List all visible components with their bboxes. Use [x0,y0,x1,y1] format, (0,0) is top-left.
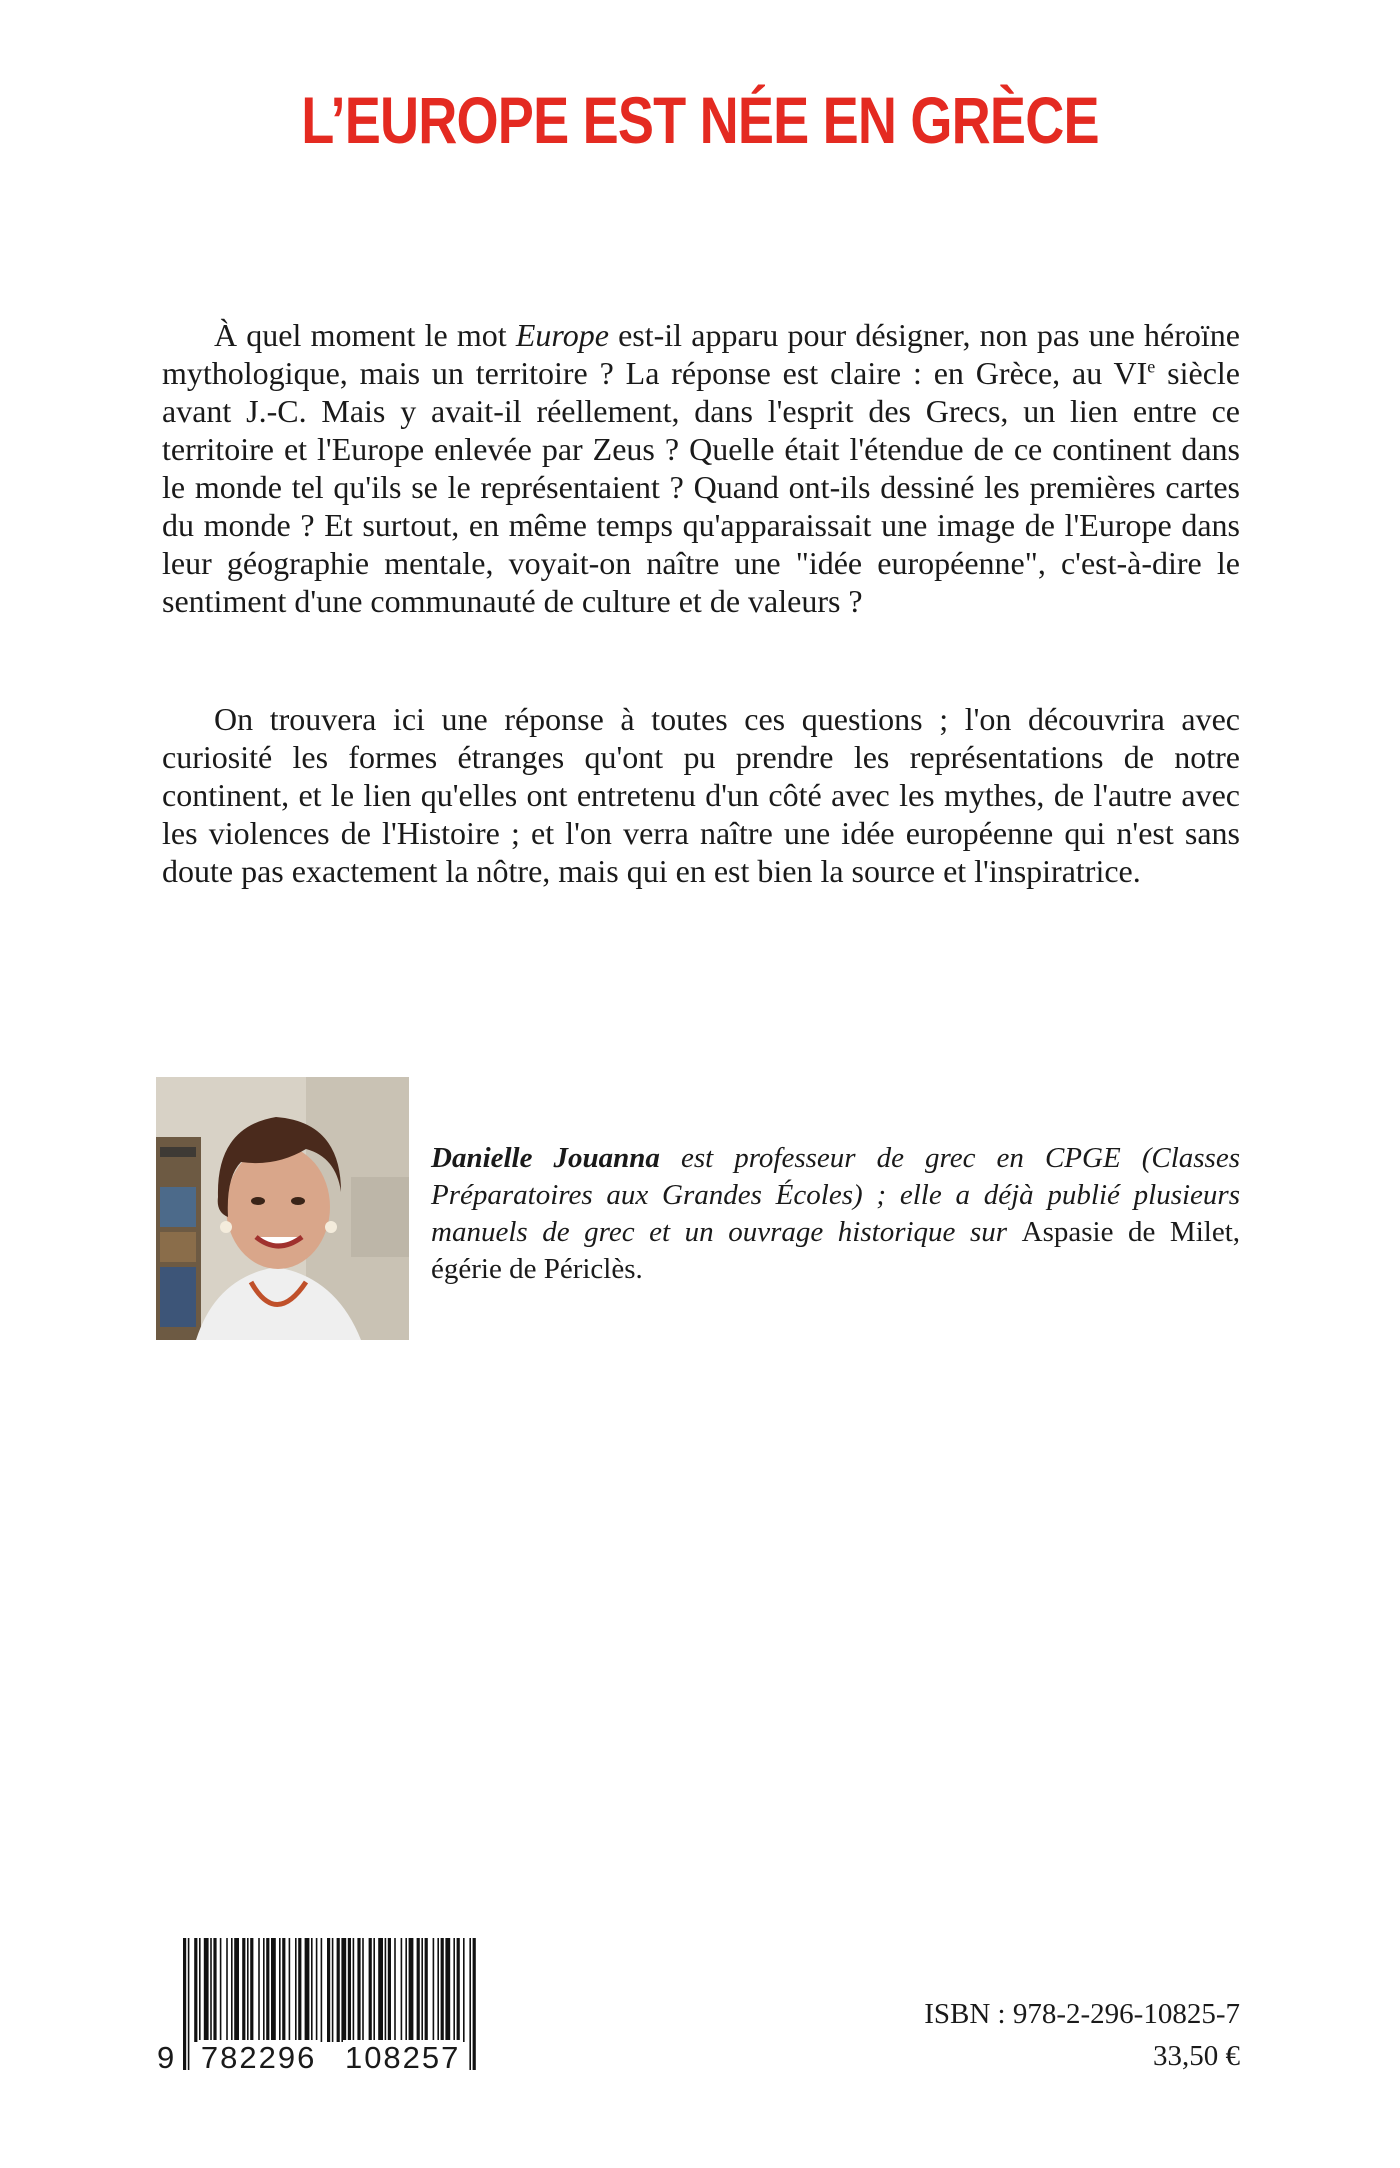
barcode-bar [332,1938,334,2042]
barcode-bar [234,1938,239,2042]
barcode-bar [362,1938,364,2042]
barcode-bar [250,1938,253,2042]
barcode-bar [298,1938,301,2042]
barcode-bar [305,1938,310,2042]
author-photo [156,1077,409,1340]
barcode-bar [289,1938,291,2042]
book-title: L’EUROPE EST NÉE EN GRÈCE [301,83,1099,157]
author-book-title: Aspasie de Milet, égérie de Périclès. [431,1216,1241,1285]
barcode-bar [263,1938,265,2042]
isbn-number: ISBN : 978-2-296-10825-7 [924,1998,1240,2030]
barcode-bar [242,1938,245,2042]
barcode-bar [378,1938,383,2042]
summary-p1-part2: est-il apparu pour désigner, non pas une héroïne mythologique, mais un territoire ? La réponse est claire : en Grèce, au VI [162,317,1241,391]
barcode-bar [401,1938,403,2042]
barcode-bar [353,1938,355,2042]
barcode-digits [155,2040,485,2076]
barcode-bar [369,1938,372,2042]
barcode-bar [437,1938,439,2042]
author-portrait-image [156,1077,409,1340]
barcode-bar [453,1938,455,2042]
barcode-bar [316,1938,318,2042]
barcode-bar [295,1938,297,2042]
barcode-bar [441,1938,444,2042]
barcode-bar [409,1938,414,2042]
barcode-bar [433,1938,435,2042]
barcode-bar [457,1938,460,2042]
barcode-bar [231,1938,233,2042]
barcode-bar [266,1938,269,2042]
barcode-bar [321,1938,323,2042]
summary-p1-italic-word: Europe [515,317,609,353]
barcode-bar [405,1938,407,2042]
barcode-bar [327,1938,330,2042]
barcode-bar [394,1938,396,2042]
barcode-bar [463,1938,465,2042]
barcode-bar [199,1938,201,2042]
barcode-first-digit: 9 [157,2040,177,2075]
author-bio-text: est professeur de grec en CPGE (Classes Préparatoires aux Grandes Écoles) ; elle a déjà publié plusieurs manuels de grec et un ouvrage historique sur [431,1142,1240,1248]
barcode-bar [213,1938,216,2042]
barcode-digit-group-2: 108257 [344,2040,461,2075]
summary-p1-superscript: e [1147,356,1156,377]
barcode-bar [220,1938,222,2042]
barcode-bar [204,1938,209,2042]
barcode-bar [425,1938,428,2042]
summary-paragraph-1 [162,316,1240,620]
barcode-bar [373,1938,375,2042]
summary-paragraph-2: On trouvera ici une réponse à toutes ces questions ; l'on découvrira avec curiosité les formes étranges qu'ont pu prendre les représentations de notre continent, et le lien qu'elles ont entretenu d'un côté avec les mythes, de l'autre avec les violences de l'Histoire ; et l'on verra naître une idée européenne qui n'est sans doute pas exactement la nôtre, mais qui en est bien la source et l'inspiratrice. [162,701,1240,889]
barcode-bar [388,1938,391,2042]
author-name: Danielle Jouanna [431,1142,660,1174]
barcode-bar [337,1938,340,2042]
barcode-bar [385,1938,387,2042]
price: 33,50 € [1153,2040,1240,2072]
barcode-bar [311,1938,313,2042]
barcode-bar [258,1938,260,2042]
barcode-bar [341,1938,346,2042]
barcode-bar [210,1938,212,2042]
barcode-bar [357,1938,360,2042]
barcode-digit-group-1: 782296 [200,2040,317,2075]
barcode-bar [247,1938,249,2042]
barcode-bar [445,1938,450,2042]
barcode-bar [421,1938,423,2042]
barcode-bar [282,1938,285,2042]
barcode-bar [271,1938,276,2042]
summary-p1-part3: siècle avant J.-C. Mais y avait-il réellement, dans l'esprit des Grecs, un lien entre ce territoire et l'Europe enlevée par Zeus ? Quelle était l'étendue de ce continent dans le monde tel qu'ils se le représentaient ? Quand ont-ils dessiné les premières cartes du monde ? Et surtout, en même temps qu'apparaissait une image de l'Europe dans leur géographie mentale, voyait-on naître une "idée européenne", c'est-à-dire le sentiment d'une communauté de culture et de valeurs ? [162,355,1241,619]
barcode-bar [226,1938,228,2042]
summary-p1-part1: À quel moment le mot [214,317,516,353]
barcode-bar [417,1938,420,2042]
barcode-bar [194,1938,197,2042]
author-bio [431,1140,1240,1288]
barcode-bar [279,1938,281,2042]
